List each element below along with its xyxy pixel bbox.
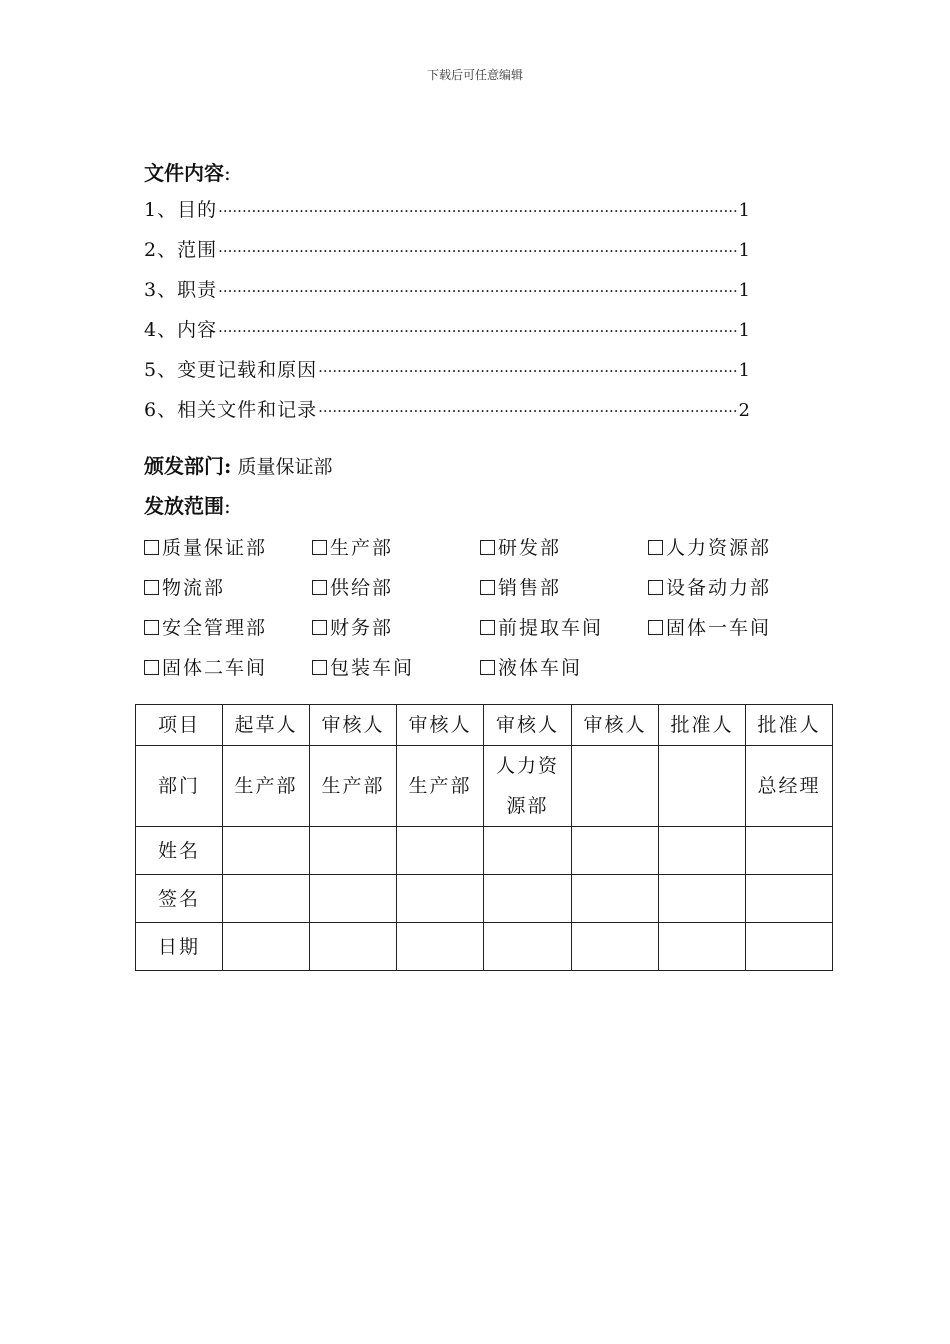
- toc-leader-dots: [318, 391, 737, 431]
- scope-item-label: 前提取车间: [498, 616, 604, 639]
- issuing-department-value: 质量保证部: [237, 456, 333, 478]
- scope-item[interactable]: [144, 646, 312, 686]
- contents-title-text: 文件内容: [144, 161, 224, 185]
- input-cell[interactable]: [223, 875, 310, 923]
- toc-leader-dots: [318, 351, 737, 391]
- input-cell[interactable]: [572, 875, 659, 923]
- toc-item-label: 相关文件和记录: [177, 399, 318, 421]
- table-cell: 生产部: [397, 746, 484, 827]
- toc-leader-dots: [218, 191, 737, 231]
- scope-item[interactable]: [312, 526, 480, 566]
- checkbox[interactable]: [312, 620, 327, 635]
- header-cell: 批准人: [746, 705, 833, 746]
- row-label-cell: 日期: [136, 923, 223, 971]
- distribution-scope-title-colon: :: [224, 494, 231, 518]
- scope-item-label: 物流部: [162, 576, 226, 599]
- input-cell[interactable]: [746, 827, 833, 875]
- scope-item-label: 设备动力部: [666, 576, 772, 599]
- toc-item: [144, 350, 750, 390]
- distribution-scope-list: [144, 526, 834, 686]
- table-cell: 总经理: [746, 746, 833, 827]
- scope-item-label: 安全管理部: [162, 616, 268, 639]
- table-cell: 生产部: [310, 746, 397, 827]
- input-cell[interactable]: [310, 827, 397, 875]
- table-cell: [572, 746, 659, 827]
- input-cell[interactable]: [484, 875, 572, 923]
- scope-item[interactable]: [648, 606, 816, 646]
- issuing-department: [144, 446, 834, 486]
- checkbox[interactable]: [312, 660, 327, 675]
- scope-item[interactable]: [312, 566, 480, 606]
- toc-item-page: 1: [738, 280, 750, 301]
- scope-item-label: 生产部: [330, 536, 394, 559]
- toc-item: [144, 270, 750, 310]
- toc-item-page: 1: [738, 320, 750, 341]
- checkbox[interactable]: [144, 660, 159, 675]
- toc-item-label: 职责: [177, 279, 218, 301]
- header-cell: 起草人: [223, 705, 310, 746]
- toc-item-number: 1、: [144, 199, 178, 221]
- checkbox[interactable]: [480, 580, 495, 595]
- header-cell: 批准人: [659, 705, 746, 746]
- input-cell[interactable]: [397, 827, 484, 875]
- header-cell: 审核人: [572, 705, 659, 746]
- input-cell[interactable]: [572, 923, 659, 971]
- row-label-cell: 部门: [136, 746, 223, 827]
- input-cell[interactable]: [659, 923, 746, 971]
- distribution-scope-title: [144, 486, 834, 526]
- input-cell[interactable]: [397, 875, 484, 923]
- scope-item-label: 包装车间: [330, 656, 415, 679]
- scope-item-label: 供给部: [330, 576, 394, 599]
- toc-item: [144, 390, 750, 430]
- toc-item: [144, 310, 750, 350]
- name-row: [136, 827, 833, 875]
- toc-item-label: 范围: [177, 239, 218, 261]
- table-cell: [484, 746, 572, 827]
- table-cell: [659, 746, 746, 827]
- scope-item[interactable]: [144, 566, 312, 606]
- row-label-cell: 签名: [136, 875, 223, 923]
- toc-item-page: 1: [738, 240, 750, 261]
- department-row: [136, 746, 833, 827]
- scope-item-label: 质量保证部: [162, 536, 268, 559]
- contents-title: [144, 156, 834, 190]
- scope-item[interactable]: [480, 526, 648, 566]
- toc-item-number: 6、: [144, 399, 178, 421]
- table-header-row: [136, 705, 833, 746]
- checkbox[interactable]: [648, 540, 663, 555]
- toc-leader-dots: [218, 271, 737, 311]
- scope-item-label: 研发部: [498, 536, 562, 559]
- input-cell[interactable]: [397, 923, 484, 971]
- scope-item[interactable]: [480, 566, 648, 606]
- toc-item-label: 内容: [177, 319, 218, 341]
- input-cell[interactable]: [659, 827, 746, 875]
- scope-item-label: 财务部: [330, 616, 394, 639]
- checkbox[interactable]: [144, 580, 159, 595]
- input-cell[interactable]: [484, 923, 572, 971]
- toc-leader-dots: [218, 311, 737, 351]
- toc-item-number: 4、: [144, 319, 178, 341]
- header-cell: 审核人: [397, 705, 484, 746]
- scope-item[interactable]: [480, 646, 648, 686]
- scope-item[interactable]: [312, 606, 480, 646]
- checkbox[interactable]: [144, 540, 159, 555]
- scope-item[interactable]: [648, 566, 816, 606]
- issuing-department-label: 颁发部门:: [144, 454, 232, 478]
- checkbox[interactable]: [144, 620, 159, 635]
- toc-item-number: 2、: [144, 239, 178, 261]
- scope-item[interactable]: [312, 646, 480, 686]
- toc-item-label: 目的: [177, 199, 218, 221]
- contents-title-colon: :: [224, 161, 231, 185]
- header-cell: 项目: [136, 705, 223, 746]
- scope-item[interactable]: [144, 606, 312, 646]
- scope-item-label: 固体一车间: [666, 616, 772, 639]
- date-row: [136, 923, 833, 971]
- scope-item-label: 固体二车间: [162, 656, 268, 679]
- toc-item-page: 1: [738, 200, 750, 221]
- scope-item[interactable]: [480, 606, 648, 646]
- scope-item-label: 液体车间: [498, 656, 583, 679]
- scope-item[interactable]: [144, 526, 312, 566]
- toc-item: [144, 230, 750, 270]
- scope-item-label: 销售部: [498, 576, 562, 599]
- row-label-cell: 姓名: [136, 827, 223, 875]
- toc-item-label: 变更记载和原因: [177, 359, 318, 381]
- toc-item: [144, 190, 750, 230]
- input-cell[interactable]: [484, 827, 572, 875]
- input-cell[interactable]: [310, 875, 397, 923]
- checkbox[interactable]: [480, 540, 495, 555]
- checkbox[interactable]: [648, 580, 663, 595]
- scope-item-label: 人力资源部: [666, 536, 772, 559]
- approval-table: [135, 704, 833, 971]
- checkbox[interactable]: [312, 540, 327, 555]
- toc-item-number: 3、: [144, 279, 178, 301]
- table-cell-text: 人力资源部: [495, 755, 559, 817]
- input-cell[interactable]: [746, 923, 833, 971]
- input-cell[interactable]: [223, 827, 310, 875]
- table-of-contents: [144, 190, 834, 430]
- scope-item[interactable]: [648, 526, 816, 566]
- input-cell[interactable]: [223, 923, 310, 971]
- checkbox[interactable]: [312, 580, 327, 595]
- toc-item-number: 5、: [144, 359, 178, 381]
- header-cell: 审核人: [310, 705, 397, 746]
- toc-item-page: 1: [738, 360, 750, 381]
- input-cell[interactable]: [572, 827, 659, 875]
- signature-row: [136, 875, 833, 923]
- input-cell[interactable]: [746, 875, 833, 923]
- toc-leader-dots: [218, 231, 737, 271]
- distribution-scope-title-text: 发放范围: [144, 494, 224, 518]
- checkbox[interactable]: [648, 620, 663, 635]
- checkbox[interactable]: [480, 660, 495, 675]
- input-cell[interactable]: [659, 875, 746, 923]
- header-cell: 审核人: [484, 705, 572, 746]
- page-header-note: 下载后可任意编辑: [426, 68, 523, 82]
- document-body: [144, 156, 834, 686]
- checkbox[interactable]: [480, 620, 495, 635]
- input-cell[interactable]: [310, 923, 397, 971]
- toc-item-page: 2: [738, 400, 750, 421]
- table-cell: 生产部: [223, 746, 310, 827]
